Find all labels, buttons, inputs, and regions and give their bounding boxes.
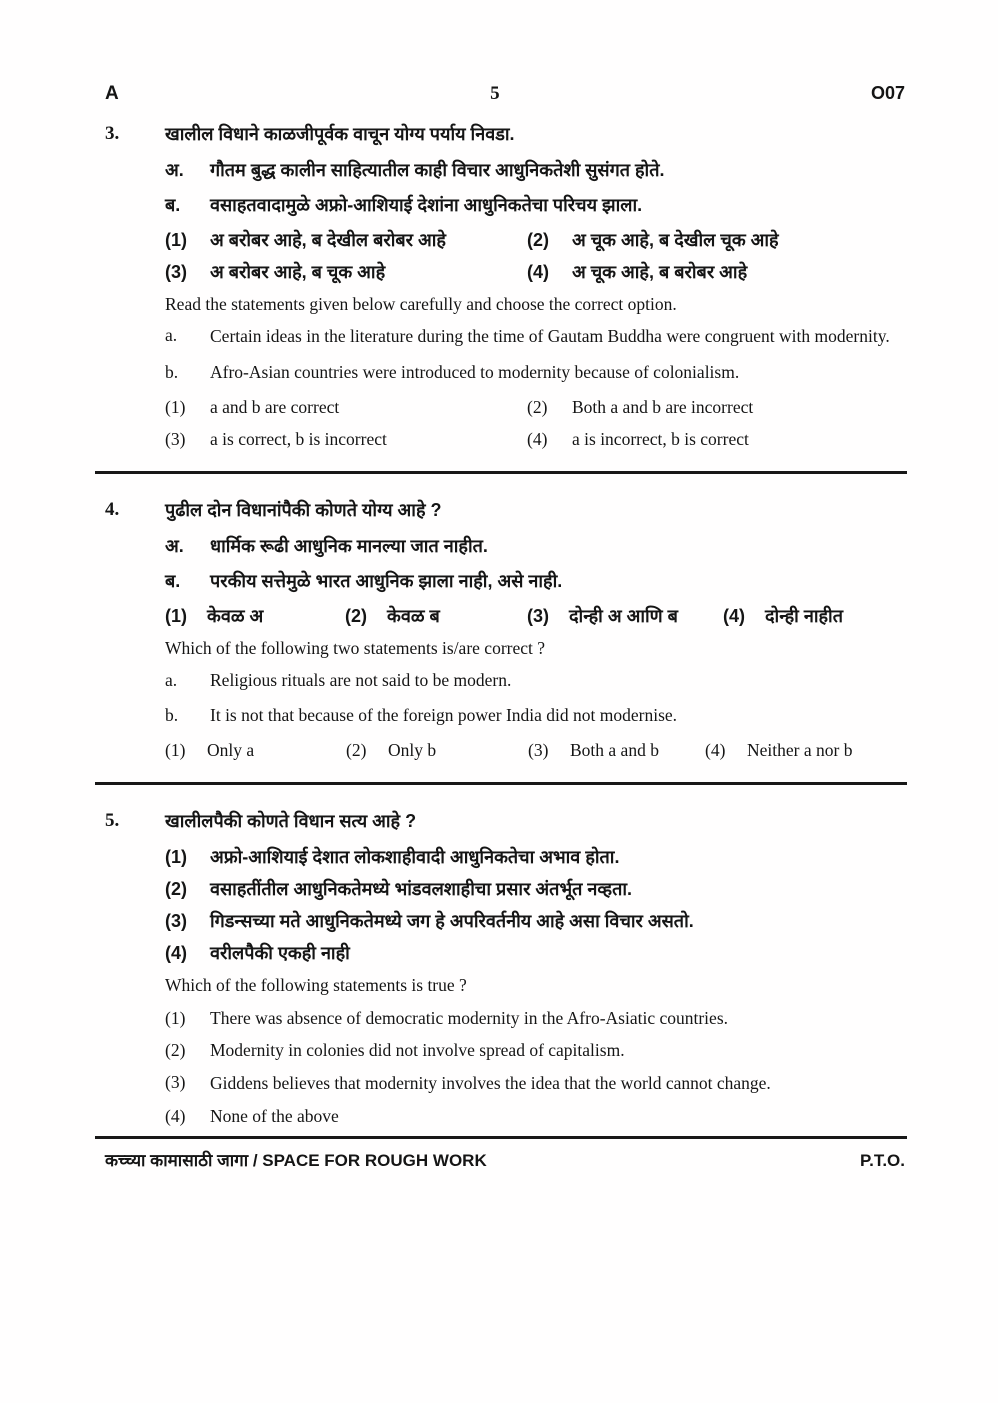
statement-row: [165, 668, 905, 692]
paper-code: O07: [870, 83, 905, 103]
option-text: वसाहतींतील आधुनिकतेमध्ये भांडवलशाहीचा प्रसार अंतर्भूत नव्हता.: [210, 879, 633, 899]
option-text: दोन्ही नाहीत: [765, 606, 843, 626]
page-header: [105, 83, 905, 105]
option-3: [165, 909, 905, 933]
options-row: [165, 427, 905, 451]
question-5: [105, 809, 905, 1136]
question-body: [165, 122, 905, 459]
page-number: 5: [490, 83, 500, 104]
option-1: [165, 845, 905, 869]
statement-row: [165, 323, 905, 349]
statement-text: It is not that because of the foreign power India did not modernise.: [210, 705, 678, 725]
option-label: (3): [528, 740, 549, 760]
option-3: [165, 260, 527, 284]
statement-text: Afro-Asian countries were introduced to modernity because of colonialism.: [210, 362, 740, 382]
option-text: There was absence of democratic modernity in the Afro-Asiatic countries.: [210, 1008, 729, 1028]
option-1: [165, 395, 527, 419]
option-text: Giddens believes that modernity involves the idea that the world cannot change.: [210, 1073, 771, 1093]
option-4: [723, 604, 905, 628]
question-number: 5.: [105, 810, 120, 831]
option-2: [165, 1038, 905, 1062]
option-1: [165, 604, 345, 628]
option-label: (3): [165, 429, 186, 449]
option-3: [528, 738, 705, 762]
options-row: [165, 395, 905, 419]
question-intro-marathi: पुढील दोन विधानांपैकी कोणते योग्य आहे ?: [165, 500, 442, 520]
option-label: (4): [723, 606, 745, 626]
options-stack-marathi: [165, 845, 905, 965]
option-label: (3): [165, 1072, 186, 1092]
option-4: [705, 738, 905, 762]
footer-row: [95, 1148, 907, 1171]
question-number: 4.: [105, 499, 120, 520]
option-label: (3): [527, 606, 549, 626]
option-text: अ बरोबर आहे, ब चूक आहे: [210, 262, 386, 282]
option-label: (2): [165, 1040, 186, 1060]
option-label: (2): [165, 879, 187, 899]
option-label: (4): [165, 1106, 186, 1126]
option-label: (3): [165, 262, 187, 282]
option-label: (4): [165, 943, 187, 963]
statement-row: [165, 534, 905, 558]
option-text: Only b: [388, 740, 437, 760]
question-intro-english: Which of the following statements is true ?: [165, 975, 467, 995]
option-label: (1): [165, 740, 186, 760]
option-text: अफ्रो-आशियाई देशात लोकशाहीवादी आधुनिकतेचा अभाव होता.: [210, 847, 620, 867]
statement-label: a.: [165, 670, 178, 690]
statement-label: ब.: [165, 195, 181, 215]
option-label: (2): [527, 397, 548, 417]
statement-text: Religious rituals are not said to be modern.: [210, 670, 512, 690]
statement-label: a.: [165, 325, 178, 345]
option-1: [165, 228, 527, 252]
option-label: (1): [165, 397, 186, 417]
statement-row: [165, 360, 905, 384]
question-body: [165, 809, 905, 1136]
options-row: [165, 604, 905, 628]
option-text: None of the above: [210, 1106, 339, 1126]
section-divider: [95, 782, 907, 785]
option-text: a is incorrect, b is correct: [572, 429, 749, 449]
option-2: [165, 877, 905, 901]
question-number: 3.: [105, 123, 120, 144]
statement-row: [165, 158, 905, 182]
option-2: [345, 604, 527, 628]
option-label: (2): [345, 606, 367, 626]
option-text: Neither a nor b: [747, 740, 853, 760]
booklet-set-label: A: [105, 83, 119, 104]
question-intro-marathi: खालीलपैकी कोणते विधान सत्य आहे ?: [165, 811, 417, 831]
option-label: (1): [165, 606, 187, 626]
option-text: a is correct, b is incorrect: [210, 429, 387, 449]
option-text: अ बरोबर आहे, ब देखील बरोबर आहे: [210, 230, 446, 250]
option-label: (1): [165, 230, 187, 250]
option-label: (3): [165, 911, 187, 931]
option-3: [165, 427, 527, 451]
question-intro-english: Which of the following two statements is/are correct ?: [165, 638, 546, 658]
section-divider: [95, 471, 907, 474]
question-intro-marathi: खालील विधाने काळजीपूर्वक वाचून योग्य पर्याय निवडा.: [165, 124, 515, 144]
page-footer: [95, 1136, 907, 1171]
option-label: (2): [346, 740, 367, 760]
option-2: [527, 228, 905, 252]
option-label: (4): [705, 740, 726, 760]
statement-label: ब.: [165, 571, 181, 591]
option-4: [165, 1104, 905, 1128]
option-label: (1): [165, 847, 187, 867]
option-4: [165, 941, 905, 965]
statement-label: b.: [165, 362, 179, 382]
statement-text: धार्मिक रूढी आधुनिक मानल्या जात नाहीत.: [210, 536, 488, 556]
option-1: [165, 738, 346, 762]
footer-rule: [95, 1136, 907, 1139]
option-2: [346, 738, 528, 762]
rough-work-label: कच्च्या कामासाठी जागा / SPACE FOR ROUGH WORK: [105, 1151, 487, 1170]
option-4: [527, 427, 905, 451]
statement-label: अ.: [165, 160, 184, 180]
option-text: केवळ ब: [387, 606, 440, 626]
question-body: [165, 498, 905, 770]
option-text: अ चूक आहे, ब देखील चूक आहे: [572, 230, 779, 250]
option-label: (1): [165, 1008, 186, 1028]
statement-row: [165, 569, 905, 593]
question-3: [105, 122, 905, 459]
statement-row: [165, 703, 905, 727]
pto-label: P.T.O.: [859, 1151, 905, 1170]
statement-label: अ.: [165, 536, 184, 556]
options-stack-english: [165, 1006, 905, 1128]
statement-label: b.: [165, 705, 179, 725]
option-label: (4): [527, 262, 549, 282]
option-text: अ चूक आहे, ब बरोबर आहे: [572, 262, 748, 282]
statement-row: [165, 193, 905, 217]
option-text: Both a and b are incorrect: [572, 397, 754, 417]
option-3: [527, 604, 723, 628]
question-4: [105, 498, 905, 770]
option-text: a and b are correct: [210, 397, 340, 417]
option-label: (4): [527, 429, 548, 449]
option-2: [527, 395, 905, 419]
option-text: वरीलपैकी एकही नाही: [210, 943, 350, 963]
option-text: Both a and b: [570, 740, 659, 760]
option-text: दोन्ही अ आणि ब: [569, 606, 678, 626]
option-text: Only a: [207, 740, 255, 760]
option-3: [165, 1070, 905, 1096]
statement-text: वसाहतवादामुळे अफ्रो-आशियाई देशांना आधुनिकतेचा परिचय झाला.: [210, 195, 643, 215]
option-text: गिडन्सच्या मते आधुनिकतेमध्ये जग हे अपरिवर्तनीय आहे असा विचार असतो.: [210, 911, 694, 931]
statement-text: गौतम बुद्ध कालीन साहित्यातील काही विचार आधुनिकतेशी सुसंगत होते.: [210, 160, 665, 180]
options-row: [165, 228, 905, 252]
option-label: (2): [527, 230, 549, 250]
option-4: [527, 260, 905, 284]
option-text: Modernity in colonies did not involve spread of capitalism.: [210, 1040, 625, 1060]
statement-text: परकीय सत्तेमुळे भारत आधुनिक झाला नाही, असे नाही.: [210, 571, 563, 591]
statement-text: Certain ideas in the literature during the time of Gautam Buddha were congruent with modernity.: [210, 326, 890, 346]
options-row: [165, 738, 905, 762]
option-text: केवळ अ: [207, 606, 264, 626]
option-1: [165, 1006, 905, 1030]
options-row: [165, 260, 905, 284]
question-intro-english: Read the statements given below carefully and choose the correct option.: [165, 294, 677, 314]
